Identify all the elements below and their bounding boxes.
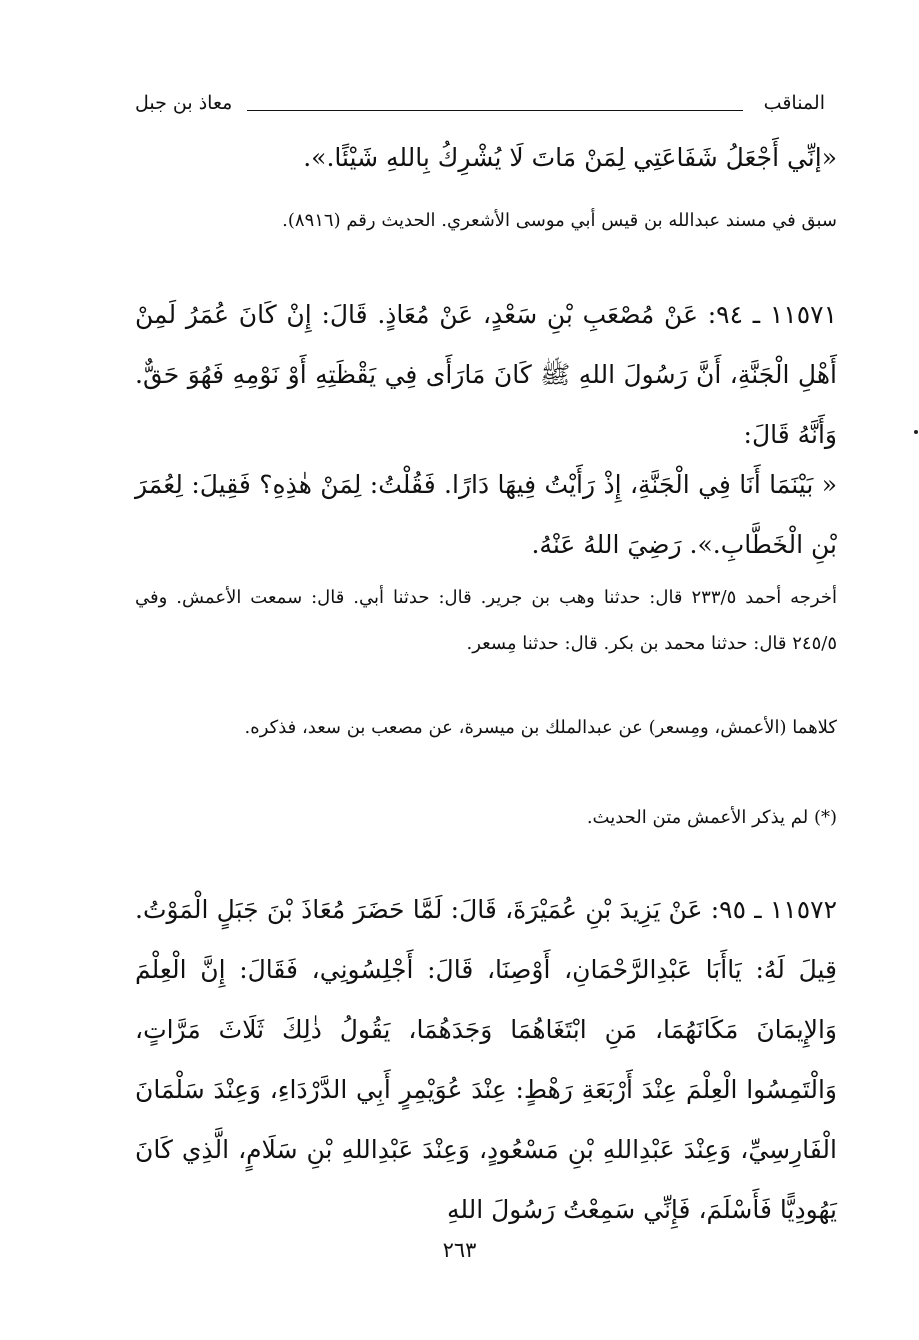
hadith-11572-text: ١١٥٧٢ ـ ٩٥: عَنْ يَزِيدَ بْنِ عُمَيْرَةَ، قَالَ: لَمَّا حَضَرَ مُعَاذَ بْنَ جَبَلٍ الْمَوْتُ. قِيلَ لَهُ: يَاأَبَا عَبْدِالرَّحْمَانِ، أَوْصِنَا، قَالَ: أَجْلِسُونِي، فَقَالَ: إِنَّ الْعِلْمَ وَالإِيمَانَ مَكَانَهُمَا، مَنِ ابْتَغَاهُمَا وَجَدَهُمَا، يَقُولُ ذٰلِكَ ثَلَاثَ مَرَّاتٍ، وَالْتَمِسُوا الْعِلْمَ عِنْدَ أَرْبَعَةِ رَهْطٍ: عِنْدَ عُوَيْمِرٍ أَبِي الدَّرْدَاءِ، وَعِنْدَ سَلْمَانَ الْفَارِسِيِّ، وَعِنْدَ عَبْدِاللهِ بْنِ مَسْعُودٍ، وَعِنْدَ عَبْدِاللهِ بْنِ سَلَامٍ، الَّذِي كَانَ يَهُودِيًّا فَأَسْلَمَ، فَإِنِّي سَمِعْتُ رَسُولَ اللهِ [135,895,838,1224]
header-rule [247,110,743,111]
prev-hadith-text-end: «إنِّي أَجْعَلُ شَفَاعَتِي لِمَنْ مَاتَ لَا يُشْرِكُ بِاللهِ شَيْئًا.». [303,143,837,172]
chapter-title: معاذ بن جبل [135,92,233,114]
page-number: ٢٦٣ [442,1238,477,1262]
hadith-11571-footnote: (*) لم يذكر الأعمش متن الحديث. [586,807,837,828]
scan-edge-mark [914,430,918,434]
hadith-11571-both: كلاهما (الأعمش، ومِسعر) عن عبدالملك بن ميسرة، عن مصعب بن سعد، فذكره. [244,717,837,738]
section-title: المناقب [763,92,825,114]
running-header [135,92,825,122]
hadith-11571-text: ١١٥٧١ ـ ٩٤: عَنْ مُصْعَبِ بْنِ سَعْدٍ، عَنْ مُعَاذٍ. قَالَ: إِنْ كَانَ عُمَرُ لَمِنْ أَهْلِ الْجَنَّةِ، أَنَّ رَسُولَ اللهِ ﷺ كَانَ مَارَأَى فِي يَقْظَتِهِ أَوْ نَوْمِهِ فَهُوَ حَقٌّ. وَأَنَّهُ قَالَ: [135,300,837,449]
prev-hadith-note: سبق في مسند عبدالله بن قيس أبي موسى الأشعري. الحديث رقم (٨٩١٦). [282,210,837,231]
hadith-11571-quote: « بَيْنَمَا أَنَا فِي الْجَنَّةِ، إِذْ رَأَيْتُ فِيهَا دَارًا. فَقُلْتُ: لِمَنْ هٰذِهِ؟ فَقِيلَ: لِعُمَرَ بْنِ الْخَطَّابِ.». رَضِيَ اللهُ عَنْهُ. [135,470,837,559]
hadith-11571-takhrij: أخرجه أحمد ٢٣٣/٥ قال: حدثنا وهب بن جرير. قال: حدثنا أبي. قال: سمعت الأعمش. وفي ٢٤٥/٥ قال: حدثنا محمد بن بكر. قال: حدثنا مِسعر. [135,587,837,654]
